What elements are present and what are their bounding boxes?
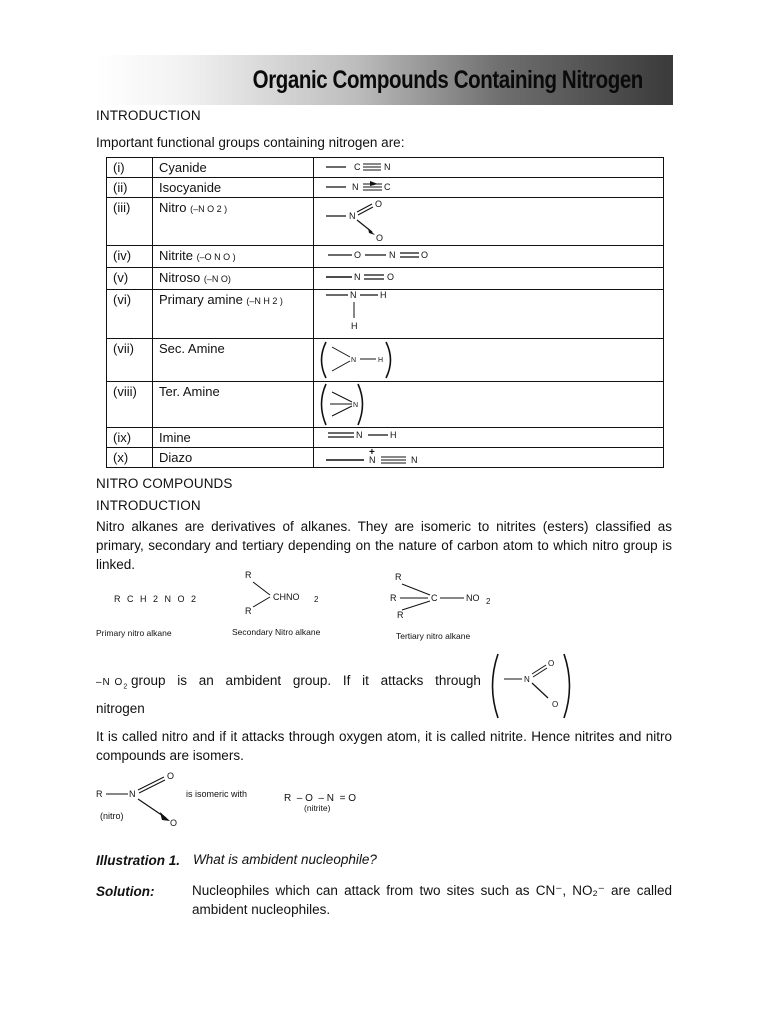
structure-nitroso [314,268,664,290]
group-name [153,382,314,428]
primary-formula: R C H 2 N O 2 [114,594,199,604]
atom-label: N [389,250,396,260]
group-formula: (–N O) [203,274,231,284]
structure-nitro [314,198,664,246]
group-name-text: Sec. Amine [159,341,225,356]
atom-label: C [384,182,391,192]
tertiary-c: C [431,593,438,603]
secondary-r-top: R [245,570,252,580]
nitro-nitrite-paragraph: It is called nitro and if it attacks through oxygen atom, it is called nitrite. Hence nitrites and nitro compounds are isomers. [96,729,672,763]
row-number: (x) [107,448,153,468]
nitro-paragraph: Nitro alkanes are derivatives of alkanes. They are isomeric to nitrites (esters) classified as primary, secondary and tertiary depending on the nature of carbon atom to which nitro group is linked. [96,519,672,572]
group-name [153,339,314,382]
atom-label: N [353,402,359,409]
primary-amine-structure-svg [314,290,657,338]
group-name [153,178,314,198]
atom-label: N [524,675,530,684]
atom-label: H [351,321,358,331]
atom-label: O [548,659,555,668]
row-number: (iv) [107,246,153,268]
group-name [153,246,314,268]
group-name [153,198,314,246]
atom-label: N [384,162,391,172]
row-number: (vii) [107,339,153,382]
tertiary-r-left: R [390,593,397,603]
nitroso-structure-svg [314,268,657,286]
row-number: (viii) [107,382,153,428]
group-formula: (–O N O ) [196,252,236,262]
atom-label: N [349,211,356,221]
group-name [153,158,314,178]
atom-label: O [376,233,384,243]
diazo-structure-svg [314,448,657,466]
group-name-text: Primary amine [159,292,243,307]
row-number: (iii) [107,198,153,246]
atom-label: O [552,700,559,709]
ambident-text [96,670,481,719]
intro-text: Important functional groups containing nitrogen are: [96,135,405,150]
ambident-prefix: –N O [96,677,124,688]
nitro-alkane-classes-diagram [90,565,510,645]
row-number: (v) [107,268,153,290]
atom-label: O [375,199,383,209]
isomer-label: is isomeric with [186,789,248,799]
secondary-r-bottom: R [245,606,252,616]
table-row [107,428,664,448]
primary-label: Primary nitro alkane [96,628,172,638]
imine-structure-svg [314,428,657,446]
group-formula: (–N H 2 ) [246,296,283,306]
atom-label: H [378,357,384,364]
charge-label: + [369,448,375,458]
atom-label: N [356,430,363,440]
table-row [107,198,664,246]
atom-label: N [351,357,357,364]
structure-nitrite [314,246,664,268]
isomer-r: R [96,789,103,799]
table-row [107,448,664,468]
secondary-label: Secondary Nitro alkane [232,627,321,637]
group-name-text: Ter. Amine [159,384,220,399]
atom-label: O [387,272,395,282]
ambident-sub: 2 [123,683,128,691]
secondary-group: CHNO [273,592,300,602]
atom-label: N [350,290,357,300]
atom-label: H [390,430,397,440]
row-number: (ii) [107,178,153,198]
group-formula: (–N O 2 ) [190,204,228,214]
group-name-text: Isocyanide [159,180,222,195]
group-name-text: Nitrite [159,248,193,263]
nitrite-formula: R – O – N = O [284,793,356,804]
atom-label: C [354,162,361,172]
illustration-label: Illustration 1. [96,853,181,868]
atom-label: N [411,455,418,465]
atom-label: O [170,818,178,828]
ter-amine-structure-svg [314,382,657,427]
atom-label: N [352,182,359,192]
nitro-label: (nitro) [100,811,124,821]
intro-heading: INTRODUCTION [96,108,201,123]
group-name-text: Nitro [159,200,187,215]
structure-imine [314,428,664,448]
nitro-bracket-structure [486,650,578,722]
nitrite-structure-svg [314,246,657,264]
cyanide-structure-svg [314,158,657,176]
structure-cyanide [314,158,664,178]
group-name [153,290,314,339]
isocyanide-structure-svg [314,178,657,196]
atom-label: N [369,455,376,465]
secondary-sub: 2 [314,595,319,604]
functional-groups-table [106,157,664,468]
structure-isocyanide [314,178,664,198]
page-title: Organic Compounds Containing Nitrogen [252,65,643,94]
solution-label: Solution: [96,884,155,899]
tertiary-r-bottom: R [397,610,404,620]
tertiary-label: Tertiary nitro alkane [396,631,471,641]
table-row [107,339,664,382]
group-name-text: Diazo [159,450,193,465]
nitro-subheading: INTRODUCTION [96,498,201,513]
group-name-text: Nitroso [159,270,201,285]
table-row [107,290,664,339]
structure-diazo [314,448,664,468]
atom-label: N [354,272,361,282]
table-row [107,246,664,268]
tertiary-r-top: R [395,572,402,582]
group-name [153,448,314,468]
group-name [153,428,314,448]
ambident-sentence: group is an ambident group. If it attacks through nitrogen [96,673,481,716]
structure-primary-amine [314,290,664,339]
atom-label: O [167,771,175,781]
row-number: (i) [107,158,153,178]
atom-label: H [380,290,387,300]
nitrite-label: (nitrite) [304,803,331,813]
nitro-structure-svg [314,198,657,244]
table-row [107,268,664,290]
structure-ter-amine [314,382,664,428]
row-number: (ix) [107,428,153,448]
illustration-question: What is ambident nucleophile? [193,852,377,867]
table-row [107,158,664,178]
solution-text: Nucleophiles which can attack from two sites such as CN⁻, NO₂⁻ are called ambident nucleophiles. [192,883,672,917]
structure-sec-amine [314,339,664,382]
row-number: (vi) [107,290,153,339]
tertiary-group: NO [466,593,480,603]
table-row [107,178,664,198]
tertiary-sub: 2 [486,597,491,606]
group-name-text: Imine [159,430,191,445]
page-header-banner [96,55,673,105]
group-name-text: Cyanide [159,160,207,175]
isomer-diagram [90,768,390,830]
group-name [153,268,314,290]
atom-label: N [129,789,136,799]
atom-label: O [354,250,362,260]
atom-label: O [421,250,429,260]
sec-amine-structure-svg [314,339,657,381]
nitro-heading: NITRO COMPOUNDS [96,476,233,491]
table-row [107,382,664,428]
